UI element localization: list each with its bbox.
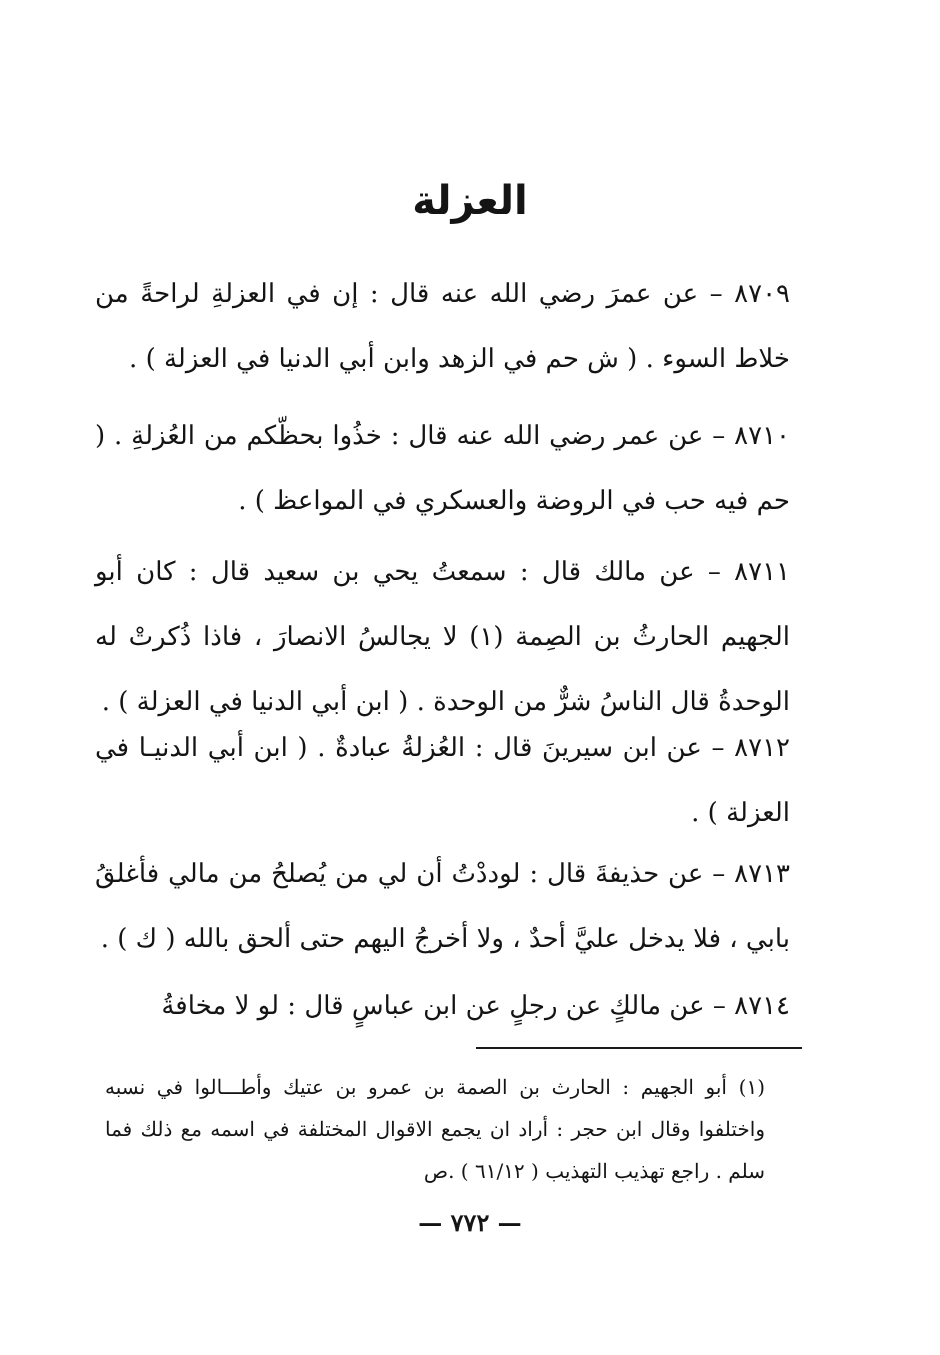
entry-8712: ٨٧١٢ – عن ابن سيرينَ قال : العُزلةُ عبادةٌ . ( ابن أبي الدنيـا في العزلة ) . [95,733,790,828]
footnote: (١) أبو الجهيم : الحارث بن الصمة بن عمرو بن عتيك وأطـــالوا في نسبه واختلفوا وقال ابن حجر : أراد ان يجمع الاقوال المختلفة في اسمه مع ذلك فما سلم . راجع تهذيب التهذيب ( ٦١/١٢ ) .ص [105,1075,765,1183]
footnote-separator [476,1047,802,1049]
entry-8714: ٨٧١٤ – عن مالكٍ عن رجلٍ عن ابن عباسٍ قال : لو لا مخافةُ [161,991,790,1021]
chapter-heading: العزلة [412,178,528,224]
entry-8711: ٨٧١١ – عن مالك قال : سمعتُ يحي بن سعيد قال : كان أبو الجهيم الحارثُ بن الصِمة (١) لا يجالسُ الانصارَ ، فاذا ذُكرتْ له الوحدةُ قال الناسُ شرٌّ من الوحدة . ( ابن أبي الدنيا في العزلة ) . [95,557,790,717]
entry-8710: ٨٧١٠ – عن عمر رضي الله عنه قال : خذُوا بحظّكم من العُزلةِ . ( حم فيه حب في الروضة والعسكري في المواعظ ) . [95,421,790,516]
entry-8709: ٨٧٠٩ – عن عمرَ رضي الله عنه قال : إن في العزلةِ لراحةً من خلاط السوء . ( ش حم في الزهد وابن أبي الدنيا في العزلة ) . [95,279,790,374]
page-number: — ٧٧٢ — [418,1208,522,1237]
entry-8713: ٨٧١٣ – عن حذيفةَ قال : لوددْتُ أن لي من يُصلحُ من مالي فأغلقُ بابي ، فلا يدخل عليَّ أحدٌ ، ولا أخرجُ اليهم حتى ألحق بالله ( ك ) . [95,859,790,954]
